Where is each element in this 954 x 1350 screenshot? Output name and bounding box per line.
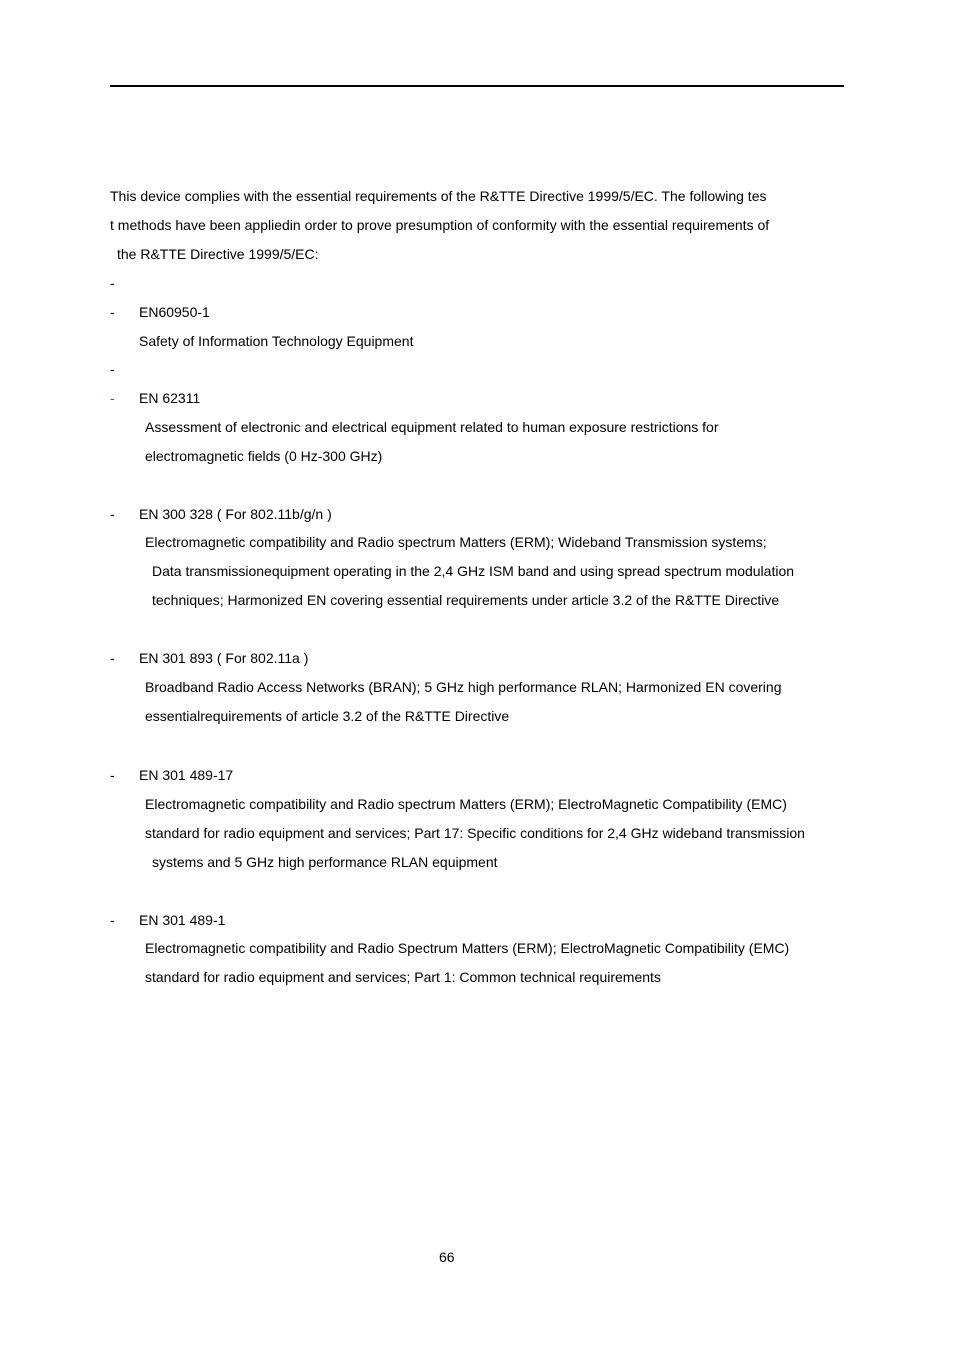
standard-description: standard for radio equipment and services; Part 1: Common technical requirements: [145, 969, 661, 985]
standard-description: Broadband Radio Access Networks (BRAN); 5 GHz high performance RLAN; Harmonized EN covering: [145, 679, 782, 695]
standard-code-en62311: EN 62311: [139, 390, 201, 406]
standard-description: Electromagnetic compatibility and Radio spectrum Matters (ERM); Wideband Transmission systems;: [145, 534, 767, 550]
empty-dash-2: -: [110, 361, 115, 377]
intro-line-1: This device complies with the essential requirements of the R&TTE Directive 1999/5/EC. The following tes: [110, 188, 767, 204]
standard-description: Assessment of electronic and electrical equipment related to human exposure restrictions for: [145, 419, 719, 435]
bullet-dash: -: [110, 912, 115, 928]
header-rule: [110, 85, 844, 87]
bullet-dash: -: [110, 650, 115, 666]
page-number: 66: [439, 1249, 455, 1265]
standard-description: essentialrequirements of article 3.2 of the R&TTE Directive: [145, 708, 510, 724]
standard-description: techniques; Harmonized EN covering essential requirements under article 3.2 of the R&TTE Directive: [152, 592, 780, 608]
standard-code-en300328: EN 300 328 ( For 802.11b/g/n ): [139, 506, 332, 522]
standard-code-en301489-17: EN 301 489-17: [139, 767, 234, 783]
standard-description: Data transmissionequipment operating in the 2,4 GHz ISM band and using spread spectrum modulation: [152, 563, 795, 579]
standard-description: systems and 5 GHz high performance RLAN equipment: [152, 854, 498, 870]
bullet-dash: -: [110, 767, 115, 783]
bullet-dash: -: [110, 506, 115, 522]
standard-description: standard for radio equipment and services; Part 17: Specific conditions for 2,4 GHz wideband transmission: [145, 825, 805, 841]
standard-description: electromagnetic fields (0 Hz-300 GHz): [145, 448, 383, 464]
bullet-dash: -: [110, 390, 115, 406]
standard-description: Safety of Information Technology Equipment: [139, 333, 414, 349]
intro-line-2: t methods have been appliedin order to prove presumption of conformity with the essential requirements of: [110, 217, 770, 233]
standard-code-en301893: EN 301 893 ( For 802.11a ): [139, 650, 309, 666]
intro-line-3: the R&TTE Directive 1999/5/EC:: [117, 246, 319, 262]
empty-dash-1: -: [110, 275, 115, 291]
standard-description: Electromagnetic compatibility and Radio spectrum Matters (ERM); ElectroMagnetic Compatibility (EMC): [145, 796, 787, 812]
standard-description: Electromagnetic compatibility and Radio Spectrum Matters (ERM); ElectroMagnetic Compatibility (EMC): [145, 940, 790, 956]
bullet-dash: -: [110, 304, 115, 320]
standard-code-en60950-1: EN60950-1: [139, 304, 210, 320]
standard-code-en301489-1: EN 301 489-1: [139, 912, 226, 928]
